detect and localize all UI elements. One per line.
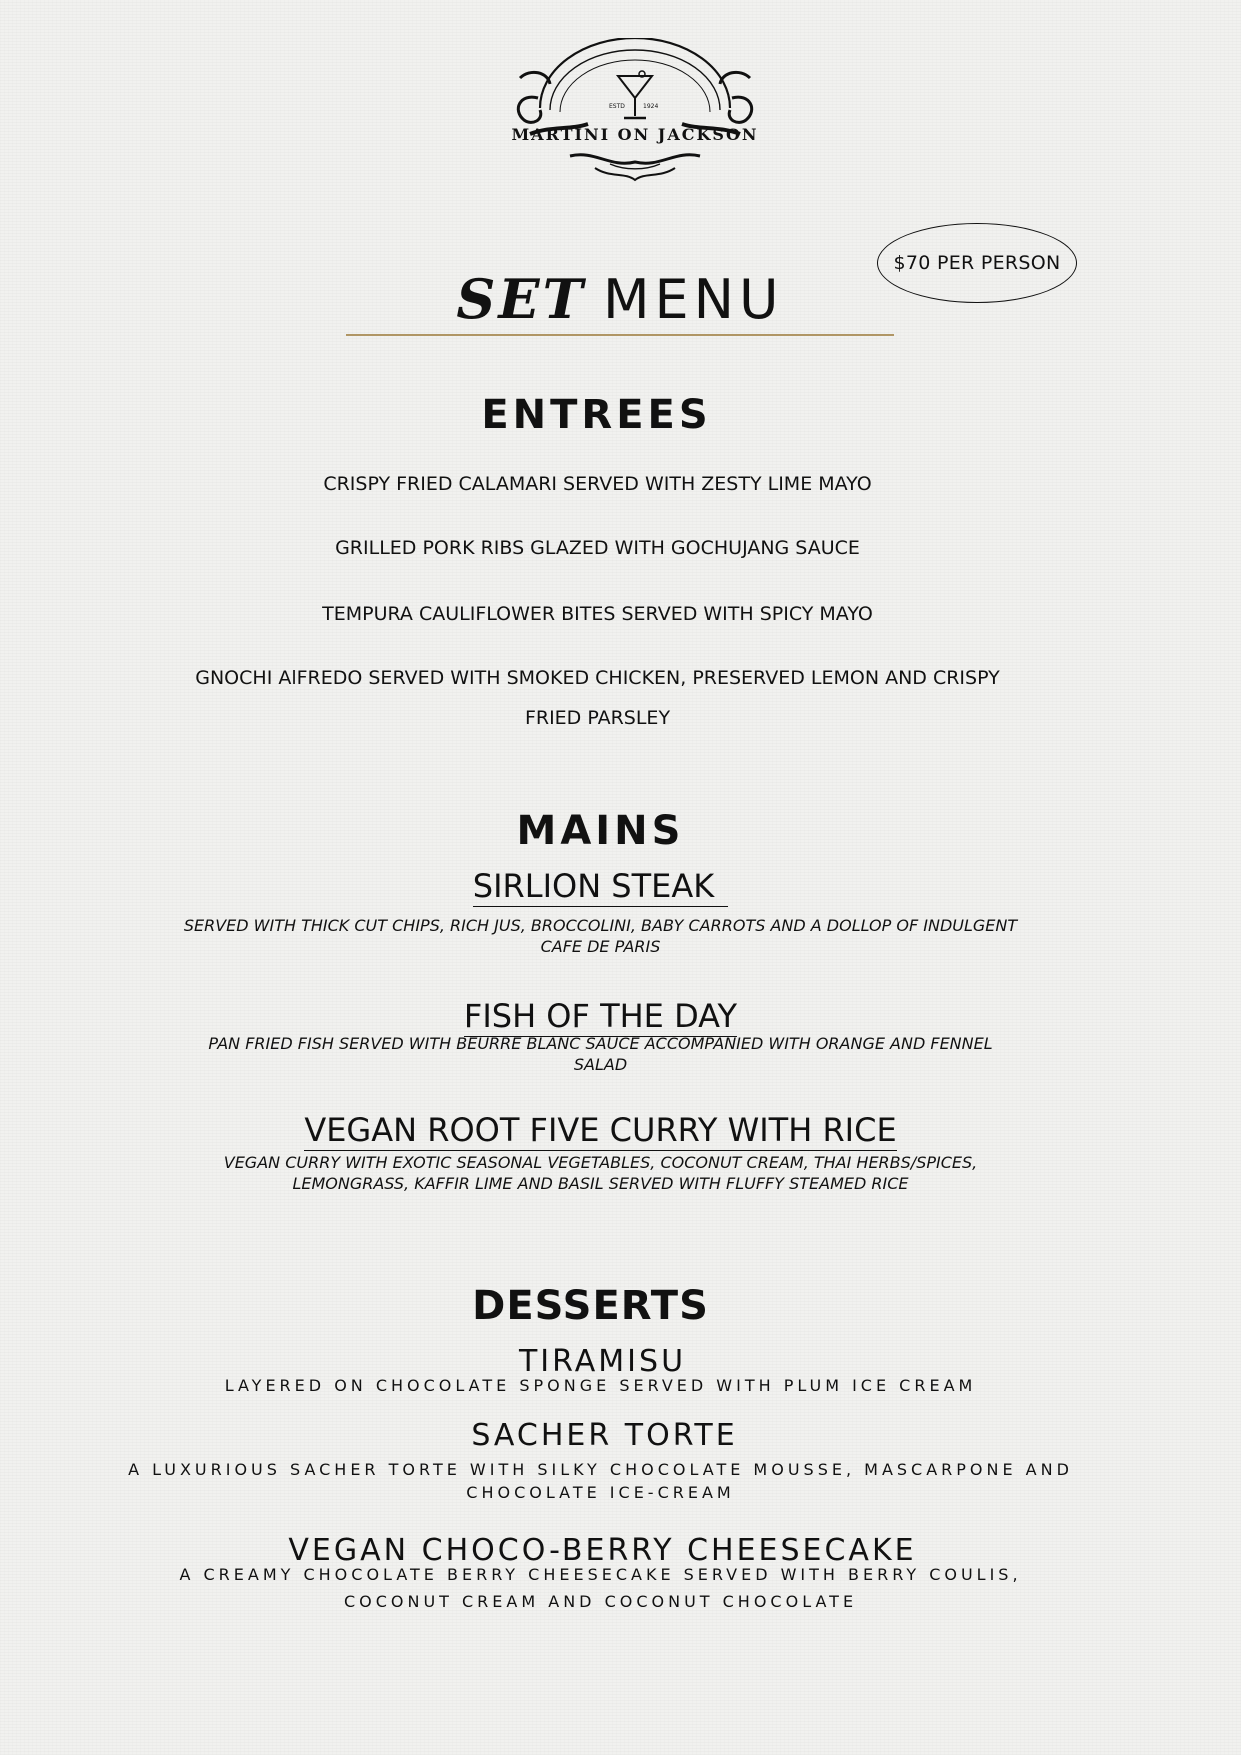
dessert-item-name: VEGAN CHOCO-BERRY CHEESECAKE — [288, 1533, 917, 1568]
brand-estd-right: 1924 — [643, 103, 659, 110]
dessert-item-desc: LAYERED ON CHOCOLATE SPONGE SERVED WITH PLUM ICE CREAM — [224, 1376, 977, 1395]
brand-estd-left: ESTD — [609, 103, 625, 110]
entrees-heading: ENTREES — [481, 392, 712, 438]
main-item-desc: SALAD — [573, 1055, 628, 1074]
entree-item: GRILLED PORK RIBS GLAZED WITH GOCHUJANG SAUCE — [335, 537, 860, 559]
dessert-item-desc: A LUXURIOUS SACHER TORTE WITH SILKY CHOCOLATE MOUSSE, MASCARPONE AND — [128, 1460, 1073, 1479]
martini-glass-icon — [500, 38, 770, 186]
brand-name: MARTINI ON JACKSON — [511, 125, 759, 144]
brand-logo — [500, 38, 770, 186]
dessert-item-desc: COCONUT CREAM AND COCONUT CHOCOLATE — [343, 1592, 858, 1611]
entree-item: TEMPURA CAULIFLOWER BITES SERVED WITH SPICY MAYO — [322, 603, 873, 625]
main-item-desc: VEGAN CURRY WITH EXOTIC SEASONAL VEGETABLES, COCONUT CREAM, THAI HERBS/SPICES, — [223, 1153, 978, 1172]
title-italic: SET — [456, 267, 586, 331]
main-item-desc: PAN FRIED FISH SERVED WITH BEURRE BLANC SAUCE ACCOMPANIED WITH ORANGE AND FENNEL — [208, 1034, 993, 1053]
page-title — [346, 267, 894, 332]
title-divider — [346, 334, 894, 336]
main-item — [0, 1110, 1221, 1151]
main-item — [0, 996, 1221, 1037]
dessert-item-name: SACHER TORTE — [471, 1418, 738, 1453]
dessert-item-desc: CHOCOLATE ICE-CREAM — [466, 1483, 735, 1502]
entree-item: CRISPY FRIED CALAMARI SERVED WITH ZESTY LIME MAYO — [323, 473, 872, 495]
dessert-item-desc: A CREAMY CHOCOLATE BERRY CHEESECAKE SERVED WITH BERRY COULIS, — [179, 1565, 1022, 1584]
main-item — [0, 866, 1221, 907]
main-item-desc: CAFE DE PARIS — [540, 937, 661, 956]
main-item-desc: LEMONGRASS, KAFFIR LIME AND BASIL SERVED WITH FLUFFY STEAMED RICE — [292, 1174, 909, 1193]
entree-item: GNOCHI AlFREDO SERVED WITH SMOKED CHICKEN, PRESERVED LEMON AND CRISPY — [195, 667, 1000, 689]
main-item-name: FISH OF THE DAY — [463, 997, 738, 1035]
main-item-name: SIRLION STEAK — [473, 866, 729, 907]
dessert-item-name: TIRAMISU — [518, 1344, 687, 1379]
mains-heading: MAINS — [516, 808, 685, 854]
title-regular: MENU — [602, 268, 784, 331]
price-badge: $70 PER PERSON — [877, 223, 1077, 303]
main-item-desc: SERVED WITH THICK CUT CHIPS, RICH JUS, BROCCOLINI, BABY CARROTS AND A DOLLOP OF INDULGENT — [183, 916, 1018, 935]
entree-item: FRIED PARSLEY — [524, 707, 671, 729]
desserts-heading: DESSERTS — [472, 1283, 709, 1329]
main-item-name: VEGAN ROOT FIVE CURRY WITH RICE — [304, 1111, 897, 1149]
